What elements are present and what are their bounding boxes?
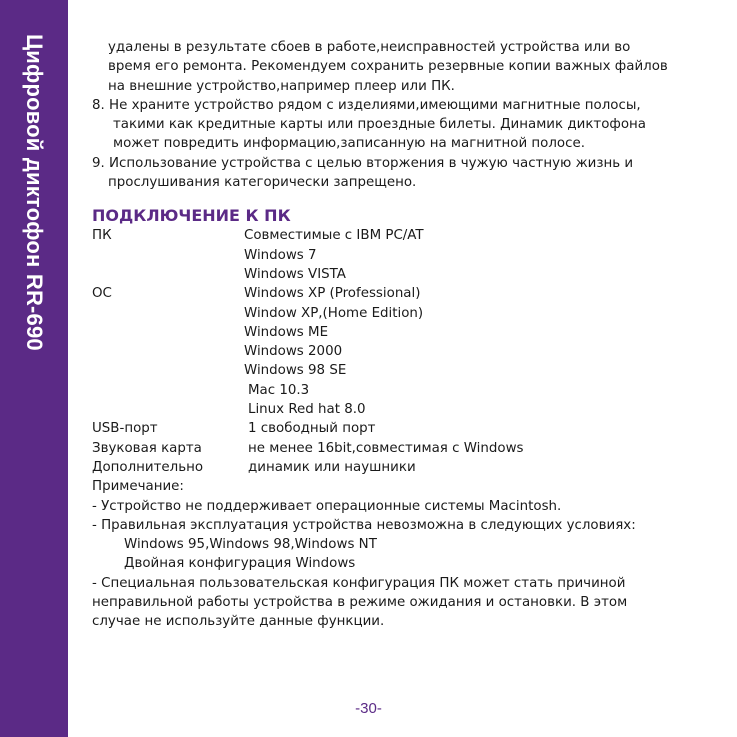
spec-label: USB-порт — [92, 421, 158, 437]
text-line: время его ремонта. Рекомендуем сохранить резервные копии важных файлов — [108, 59, 668, 75]
spec-value: 1 свободный порт — [248, 421, 376, 437]
spec-row — [92, 265, 722, 284]
list-item-8 — [92, 96, 722, 154]
text-line: 9. Использование устройства с целью вторжения в чужую частную жизнь и — [92, 155, 634, 171]
spec-row — [92, 458, 722, 477]
page-content — [92, 38, 722, 632]
spec-label: Звуковая карта — [92, 440, 202, 456]
note-line: случае не используйте данные функции. — [92, 614, 385, 630]
spec-label — [92, 400, 244, 419]
note-line: - Правильная эксплуатация устройства невозможна в следующих условиях: — [92, 517, 636, 533]
spec-row — [92, 419, 722, 438]
spec-value: Windows ME — [244, 324, 329, 340]
text-line: такими как кредитные карты или проездные билеты. Динамик диктофона — [113, 117, 646, 133]
sidebar-band — [0, 0, 68, 737]
list-item-9 — [92, 154, 722, 193]
spec-row — [92, 246, 722, 265]
spec-value: Windows XP (Professional) — [244, 286, 421, 302]
spec-label — [92, 381, 244, 400]
spec-row — [92, 304, 722, 323]
note-line: Двойная конфигурация Windows — [124, 556, 356, 572]
spec-value: Windows 98 SE — [244, 363, 347, 379]
note-line: - Специальная пользовательская конфигурация ПК может стать причиной — [92, 575, 626, 591]
note-line: Windows 95,Windows 98,Windows NT — [124, 537, 377, 553]
note-block — [92, 477, 722, 631]
spec-value: Совместимые с IBM PC/AT — [244, 228, 424, 244]
spec-value: Windows 7 — [244, 247, 317, 263]
spec-row — [92, 226, 722, 245]
spec-label — [92, 246, 244, 265]
spec-value: Windows VISTA — [244, 266, 346, 282]
text-line: удалены в результате сбоев в работе,неисправностей устройства или во — [108, 40, 631, 55]
spec-value: не менее 16bit,совместимая с Windows — [248, 440, 524, 456]
spec-label: Дополнительно — [92, 459, 204, 475]
spec-row — [92, 323, 722, 342]
text-line: 8. Не храните устройство рядом с изделиями,имеющими магнитные полосы, — [92, 97, 641, 113]
spec-row — [92, 342, 722, 361]
spec-label — [92, 265, 244, 284]
sidebar-title: Цифровой диктофон RR-690 — [22, 34, 47, 351]
note-line: неправильной работы устройства в режиме ожидания и остановки. В этом — [92, 595, 628, 611]
spec-row — [92, 381, 722, 400]
spec-label — [92, 304, 244, 323]
section-heading: ПОДКЛЮЧЕНИЕ К ПК — [92, 206, 291, 226]
spec-label: ОС — [92, 286, 112, 302]
intro-paragraph — [92, 38, 722, 96]
spec-row — [92, 400, 722, 419]
spec-value: Mac 10.3 — [248, 382, 310, 398]
spec-table — [92, 226, 722, 477]
text-line: прослушивания категорически запрещено. — [108, 175, 417, 191]
spec-label — [92, 342, 244, 361]
spec-row — [92, 361, 722, 380]
spec-label — [92, 323, 244, 342]
page-number: -30- — [355, 700, 382, 717]
text-line: на внешние устройство,например плеер или ПК. — [108, 78, 455, 94]
spec-value: динамик или наушники — [248, 459, 416, 475]
spec-value: Linux Red hat 8.0 — [248, 402, 366, 418]
spec-row — [92, 284, 722, 303]
spec-value: Window XP,(Home Edition) — [244, 305, 424, 321]
spec-value: Windows 2000 — [244, 344, 343, 360]
spec-row — [92, 439, 722, 458]
spec-label: ПК — [92, 228, 112, 244]
note-line: - Устройство не поддерживает операционные системы Macintosh. — [92, 498, 562, 514]
spec-label — [92, 361, 244, 380]
note-title: Примечание: — [92, 479, 184, 495]
text-line: может повредить информацию,записанную на магнитной полосе. — [113, 136, 585, 152]
